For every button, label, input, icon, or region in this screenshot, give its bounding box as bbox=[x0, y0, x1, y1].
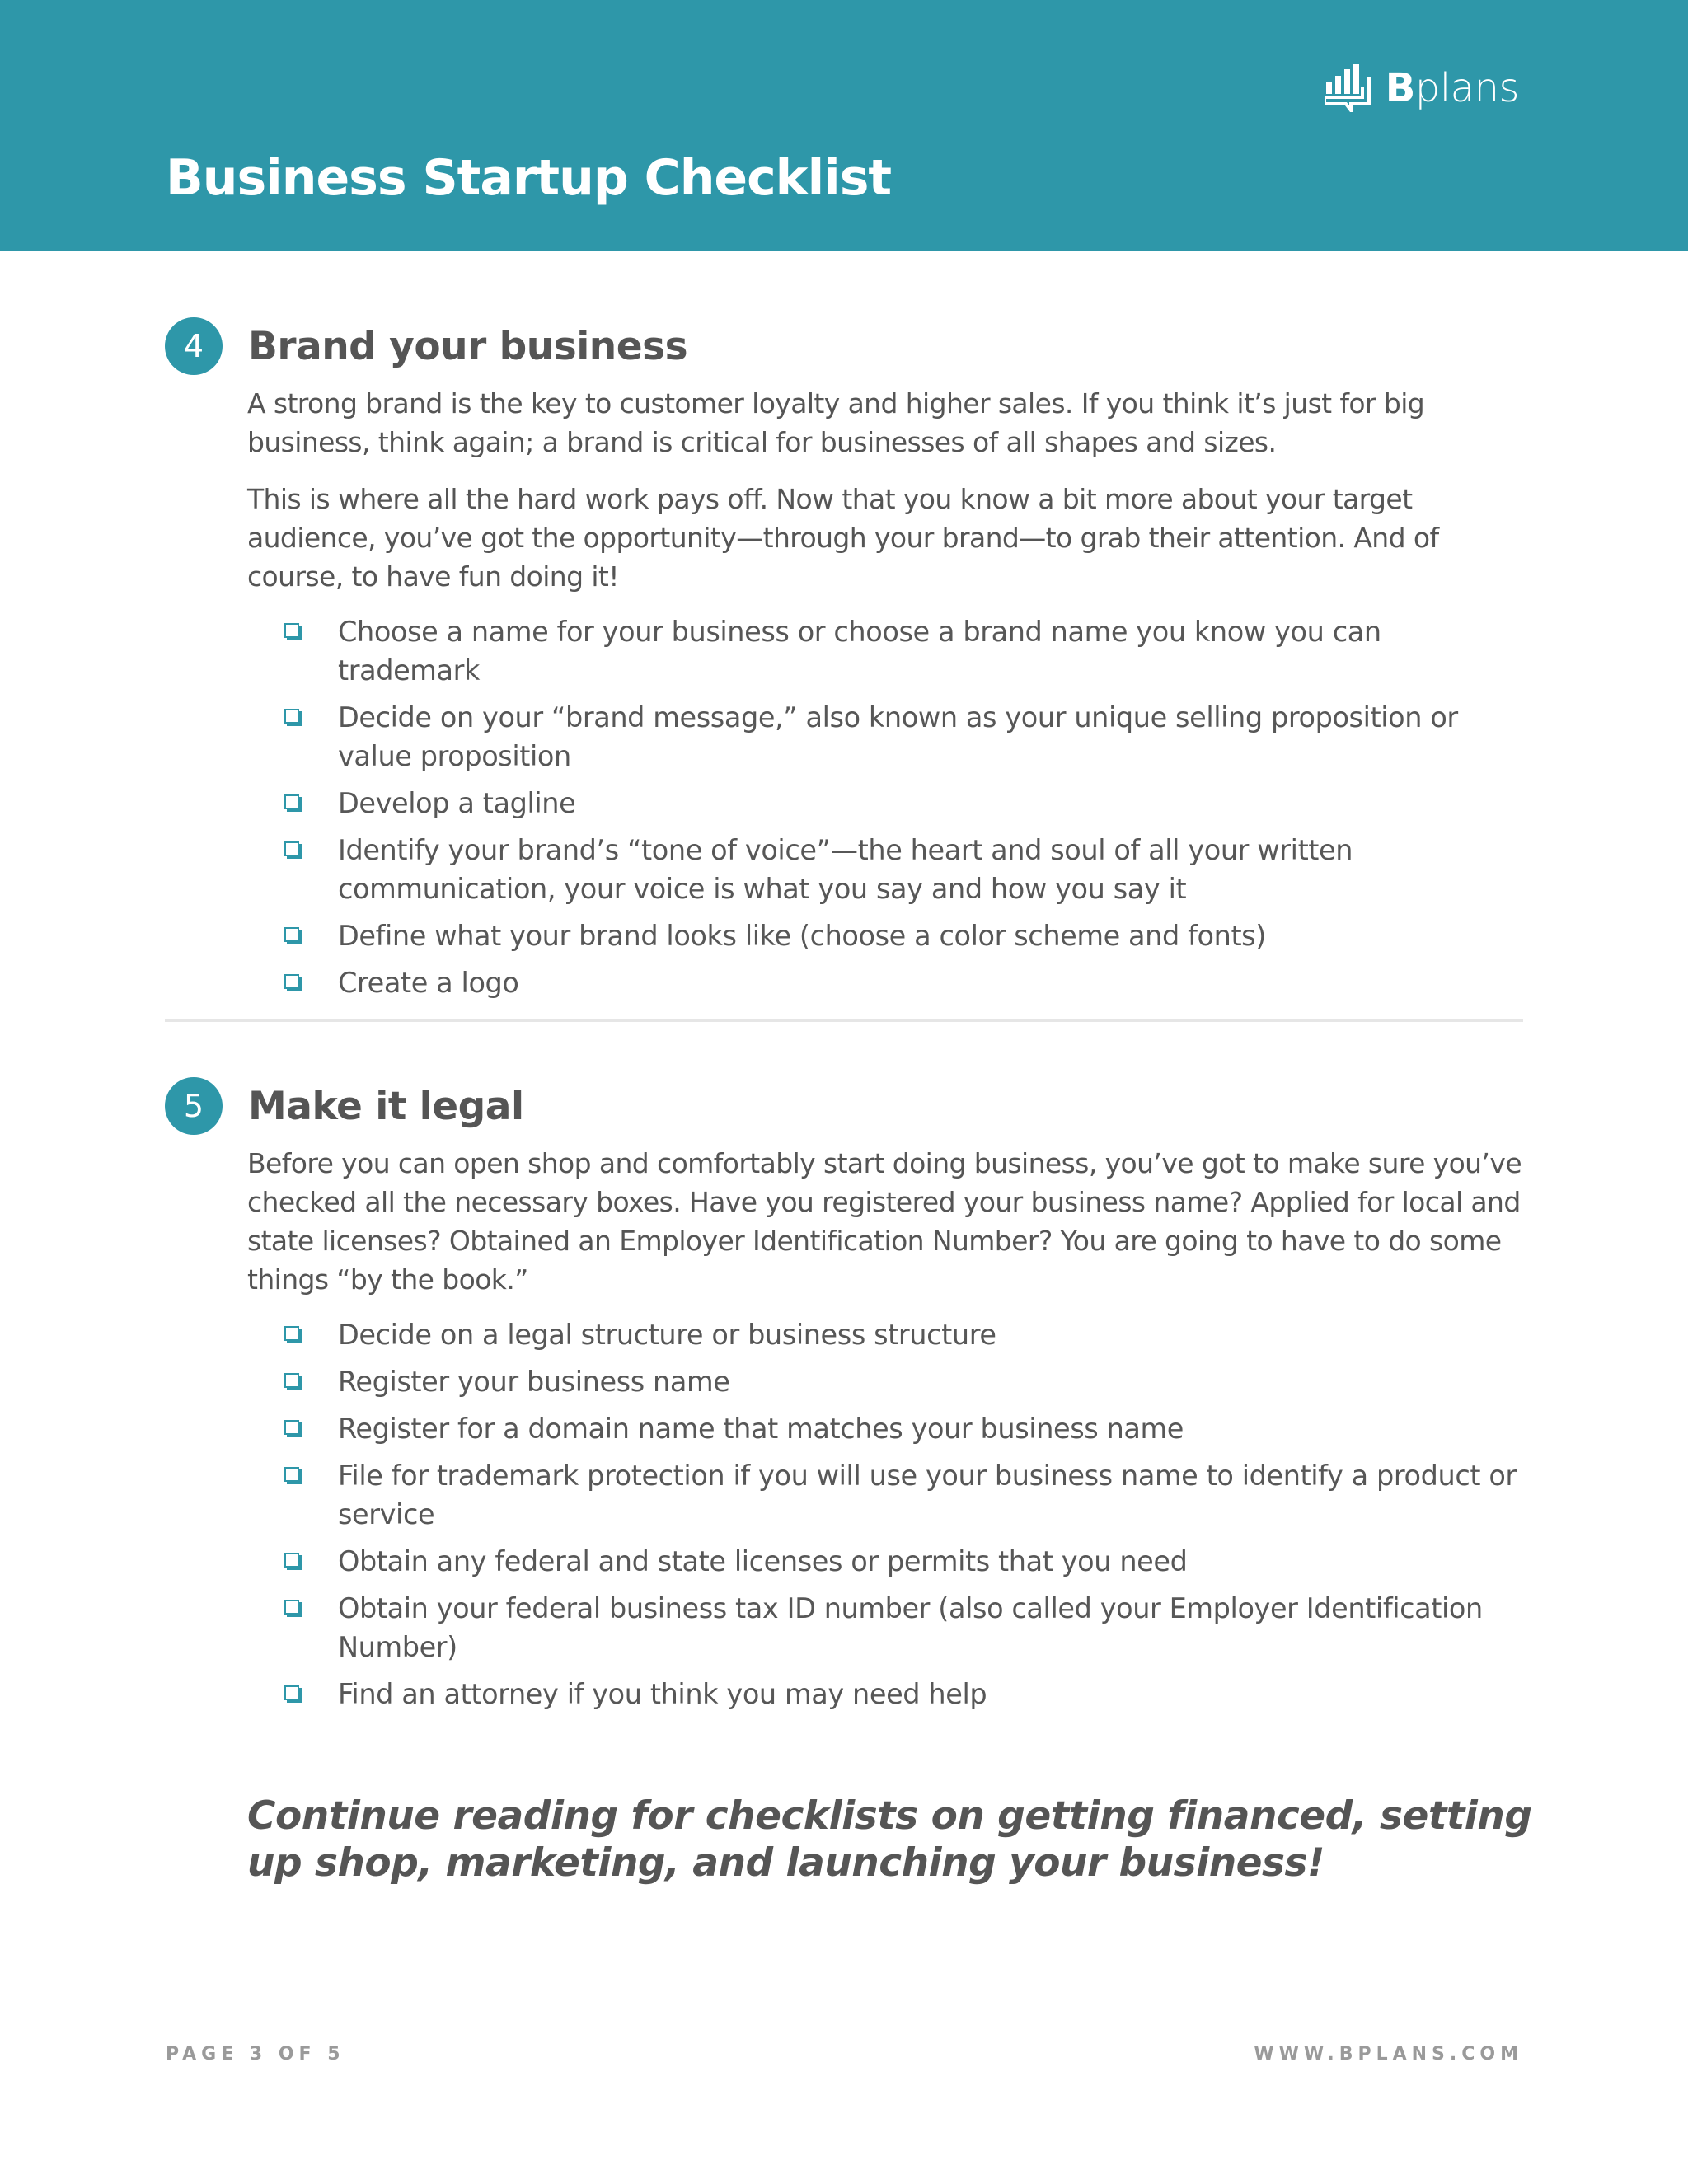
section-heading bbox=[165, 1077, 1523, 1135]
checkbox-icon[interactable] bbox=[284, 1373, 299, 1388]
checklist-item-text: Decide on your “brand message,” also known as your unique selling proposition or value proposition bbox=[338, 701, 1458, 772]
checklist-item bbox=[284, 1315, 1523, 1354]
section-title: Make it legal bbox=[248, 1083, 524, 1129]
section-make-it-legal bbox=[165, 1077, 1523, 1722]
page-number: PAGE 3 OF 5 bbox=[166, 2044, 345, 2064]
section-heading bbox=[165, 317, 1523, 375]
checklist-item bbox=[284, 916, 1523, 955]
checkbox-icon[interactable] bbox=[284, 1467, 299, 1482]
checklist bbox=[165, 1315, 1523, 1713]
checklist-item-text: File for trademark protection if you will use your business name to identify a product or service bbox=[338, 1460, 1517, 1530]
checklist-item bbox=[284, 698, 1523, 776]
section-divider bbox=[165, 1019, 1523, 1022]
bplans-logo-icon bbox=[1325, 64, 1379, 112]
section-brand-your-business bbox=[165, 317, 1523, 1010]
bplans-logo bbox=[1325, 64, 1519, 112]
checklist-item-text: Register for a domain name that matches your business name bbox=[338, 1413, 1184, 1445]
section-paragraph: Before you can open shop and comfortably start doing business, you’ve got to make sure you’ve checked all the necessary boxes. Have you registered your business name? Applied for local and state licenses? Obtained an Employer Identification Number? You are going to have to do some things “by the book.” bbox=[247, 1147, 1522, 1296]
checklist-item-text: Define what your brand looks like (choose a color scheme and fonts) bbox=[338, 920, 1266, 952]
checklist-item-text: Register your business name bbox=[338, 1366, 730, 1398]
checkbox-icon[interactable] bbox=[284, 794, 299, 809]
checklist-item-text: Identify your brand’s “tone of voice”—the heart and soul of all your written communication, your voice is what you say and how you say it bbox=[338, 834, 1353, 905]
step-number-badge: 4 bbox=[165, 317, 223, 375]
checkbox-icon[interactable] bbox=[284, 623, 299, 638]
checklist-item bbox=[284, 612, 1523, 690]
checklist-item-text: Decide on a legal structure or business structure bbox=[338, 1319, 996, 1351]
checklist-item-text: Obtain any federal and state licenses or permits that you need bbox=[338, 1545, 1188, 1577]
checklist bbox=[165, 612, 1523, 1002]
section-paragraph: A strong brand is the key to customer loyalty and higher sales. If you think it’s just for big business, think again; a brand is critical for businesses of all shapes and sizes. bbox=[247, 387, 1425, 458]
checkbox-icon[interactable] bbox=[284, 927, 299, 942]
website-url[interactable]: WWW.BPLANS.COM bbox=[1254, 2044, 1523, 2064]
checkbox-icon[interactable] bbox=[284, 974, 299, 989]
checklist-item-text: Create a logo bbox=[338, 967, 519, 999]
checkbox-icon[interactable] bbox=[284, 841, 299, 856]
checklist-item bbox=[284, 831, 1523, 908]
checklist-item bbox=[284, 1675, 1523, 1713]
logo-wordmark: Bplans bbox=[1385, 65, 1519, 111]
checklist-item bbox=[284, 1362, 1523, 1401]
checklist-item-text: Develop a tagline bbox=[338, 787, 576, 819]
checkbox-icon[interactable] bbox=[284, 1600, 299, 1615]
checkbox-icon[interactable] bbox=[284, 1420, 299, 1435]
checkbox-icon[interactable] bbox=[284, 1326, 299, 1341]
checkbox-icon[interactable] bbox=[284, 709, 299, 724]
checklist-item bbox=[284, 1409, 1523, 1448]
checklist-item bbox=[284, 1456, 1523, 1534]
checklist-item bbox=[284, 1589, 1523, 1666]
continue-reading-callout: Continue reading for checklists on getting financed, setting up shop, marketing, and launching your business! bbox=[247, 1793, 1532, 1886]
checklist-item bbox=[284, 784, 1523, 823]
document-title: Business Startup Checklist bbox=[166, 149, 892, 207]
checklist-item bbox=[284, 1542, 1523, 1581]
checkbox-icon[interactable] bbox=[284, 1685, 299, 1700]
step-number-badge: 5 bbox=[165, 1077, 223, 1135]
section-paragraph: This is where all the hard work pays off. Now that you know a bit more about your target audience, you’ve got the opportunity—through your brand—to grab their attention. And of course, to have fun doing it! bbox=[247, 483, 1439, 593]
checklist-item-text: Find an attorney if you think you may need help bbox=[338, 1678, 987, 1710]
page-header bbox=[0, 0, 1688, 251]
checklist-item-text: Choose a name for your business or choose a brand name you know you can trademark bbox=[338, 616, 1381, 687]
checklist-item bbox=[284, 963, 1523, 1002]
checklist-item-text: Obtain your federal business tax ID number (also called your Employer Identification Number) bbox=[338, 1592, 1483, 1663]
section-title: Brand your business bbox=[248, 323, 688, 369]
checkbox-icon[interactable] bbox=[284, 1553, 299, 1568]
